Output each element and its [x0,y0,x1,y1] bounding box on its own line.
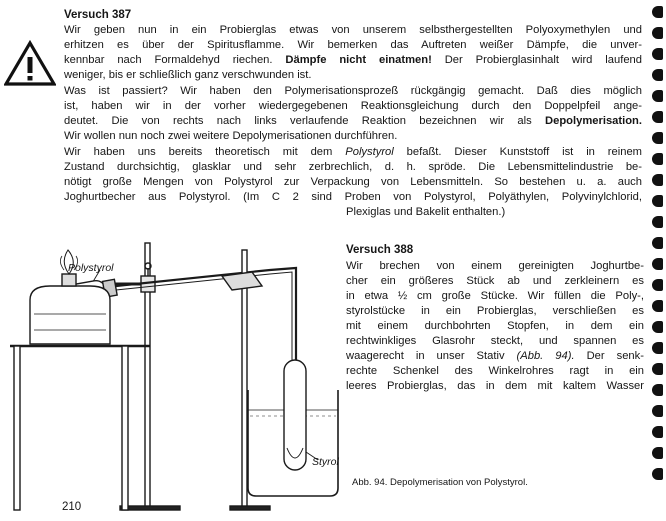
p2-line-4: Wir wollen nun noch zwei weitere Depolymerisationen durchführen. [64,130,398,142]
tripod-leg-right [122,346,128,510]
v388-line-1: Wir brechen von einem gereinigten Joghurtbe- [346,260,644,272]
p3-line-5: Plexiglas und Bakelit enthalten.) [346,206,506,218]
wick-holder [62,274,76,286]
p3-line-1: Wir haben uns bereits theoretisch mit dem Polystyrol befaßt. Dieser Kunststoff ist in reinem [64,146,643,158]
versuch-388-title: Versuch 388 [346,244,414,256]
stand-base [120,506,180,510]
angled-glass-tube-inner [116,272,292,442]
p2-line-1: Was ist passiert? Wir haben den Polymerisationsprozeß rückgängig gemacht. Daß dies möglich [64,85,642,97]
v388-line-5: mit einem durchbohrten Stopfen, in dem ein [346,320,644,332]
v387-line-1: Wir geben nun in ein Probierglas etwas von unserem selbsthergestellten Polyoxymethylen und [64,24,642,36]
v387-line-2: erhitzen es über der Spiritusflamme. Wir bemerken das Auftreten weißer Dämpfe, die unver- [64,39,642,51]
v388-line-2: cher ein größeres Stück ab und zerkleinern es [346,275,644,287]
receiving-test-tube [284,360,306,470]
p3-line-4: Joghurtbecher aus Polystyrol. (Im C 2 sind Proben von Polystyrol, Polyäthylen, Polyvinylchlorid, [64,191,642,203]
spirit-burner [30,286,110,344]
v388-line-7: waagerecht in unser Stativ (Abb. 94). Der senk- [346,350,644,362]
second-stand-base [230,506,270,510]
p3-line-3: nötigt große Mengen von Polystyrol zur Verpackung von Lebensmitteln. So bestehen u. a. auch [64,176,642,188]
v388-line-6: rechtwinkliges Glasrohr steckt, und spannen es [346,335,644,347]
label-polystyrol: Polystyrol [68,262,114,274]
page-binding-edge [652,6,663,489]
tube-clip [222,272,262,290]
v388-line-8: rechte Schenkel des Winkelrohres ragt in ein [346,365,644,377]
v387-line-3: kennbar nach Formaldehyd riechen. Dämpfe nicht einatmen! Der Probierglasinhalt wird laufend [64,54,643,66]
p2-line-3: deutet. Die von rechts nach links verlaufende Reaktion bezeichnen wir als Depolymerisation. [64,115,642,127]
v388-line-4: styrolstücke in ein Probierglas, verschließen es [346,305,644,317]
tripod-leg-left [14,346,20,510]
v387-line-4: weniger, bis er schließlich ganz verschwunden ist. [64,69,312,81]
page-number: 210 [62,501,82,513]
figure-caption: Abb. 94. Depolymerisation von Polystyrol. [352,477,528,488]
versuch-387-title: Versuch 387 [64,9,132,21]
v388-line-9: leeres Probierglas, das in dem mit kaltem Wasser [346,380,644,392]
p3-line-2: Zustand durchsichtig, glasklar und sehr zerbrechlich, d. h. spröde. Die Lebensmittelindustrie be- [64,161,642,173]
v388-line-3: in etwa ½ cm große Stücke. Wir füllen die Poly-, [346,290,644,302]
p2-line-2: ist, haben wir in der vorher wiedergegebenen Reaktionsgleichung durch den Doppelpfeil ange- [64,100,642,112]
label-styrol: Styrol [312,456,339,468]
